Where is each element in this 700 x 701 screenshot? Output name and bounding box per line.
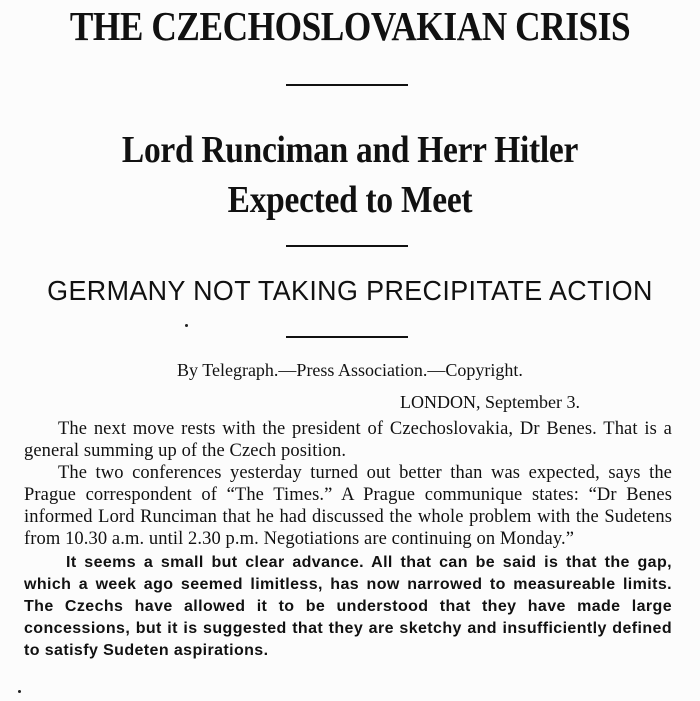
print-speck — [18, 690, 21, 693]
article-body — [24, 418, 672, 662]
sub-headline-line-2: Expected to Meet — [227, 179, 473, 221]
dateline: LONDON, September 3. — [400, 392, 580, 412]
third-headline: GERMANY NOT TAKING PRECIPITATE ACTION — [47, 275, 653, 306]
headline-divider-1 — [286, 84, 408, 86]
paragraph-2: The two conferences yesterday turned out better than was expected, says the Prague correspondent of “The Times.” A Prague communique states: “Dr Benes informed Lord Runciman that he had discussed the whole problem with the Sudetens from 10.30 a.m. until 2.30 p.m. Negotiations are continuing on Monday.” — [24, 463, 672, 549]
sub-headline-line-1: Lord Runciman and Herr Hitler — [121, 129, 579, 171]
sub-headline — [42, 125, 658, 225]
headline-divider-3 — [286, 336, 408, 338]
main-headline: THE CZECHOSLOVAKIAN CRISIS — [69, 3, 631, 49]
byline: By Telegraph.—Press Association.—Copyright. — [177, 360, 523, 380]
print-speck — [185, 324, 188, 327]
headline-divider-2 — [286, 245, 408, 247]
paragraph-1: The next move rests with the president of Czechoslovakia, Dr Benes. That is a general summing up of the Czech position. — [24, 419, 672, 461]
paragraph-3: It seems a small but clear advance. All that can be said is that the gap, which a week ago seemed limitless, has now narrowed to measureable limits. The Czechs have allowed it to be understood that they have made large concessions, but it is suggested that they are sketchy and insufficiently defined to satisfy Sudeten aspirations. — [24, 554, 672, 659]
